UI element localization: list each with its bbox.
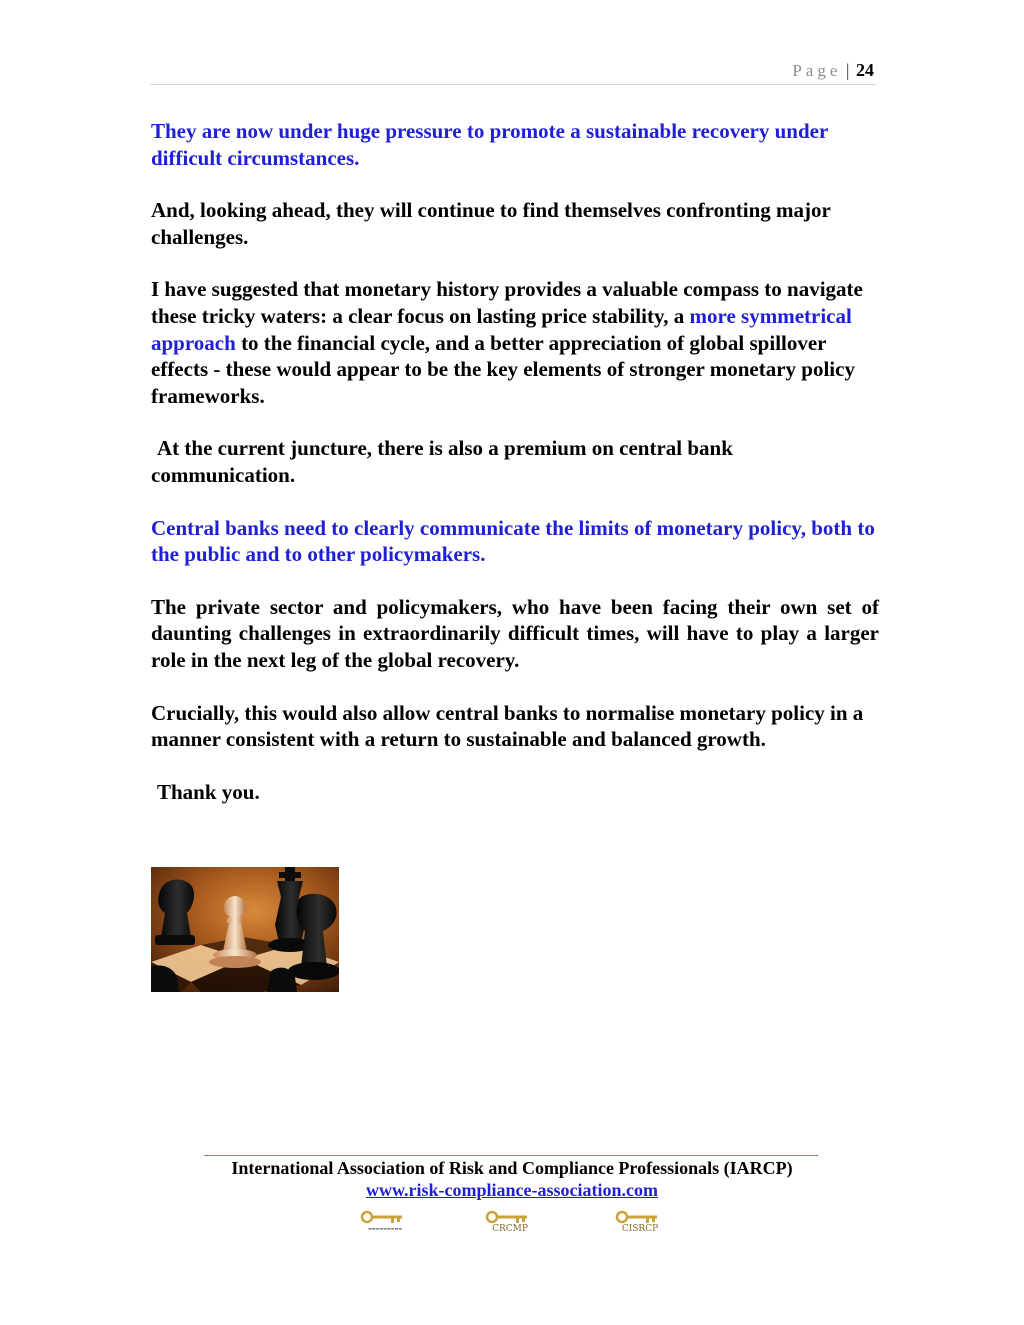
paragraph-text: I have suggested that monetary history provides a valuable compass to navigate these tricky waters: a clear focus on lasting price stability, a <box>151 277 863 328</box>
paragraph-text: to the financial cycle, and a better appreciation of global spillover effects - these would appear to be the key elements of stronger monetary policy frameworks. <box>151 330 855 408</box>
key-logo-icon <box>357 1210 413 1226</box>
highlighted-phrase: more symmetrical approach <box>151 303 852 355</box>
page-word: Page <box>792 61 842 80</box>
footer-divider <box>204 1155 818 1156</box>
logo-caption: CRCMP <box>492 1224 528 1234</box>
page-separator: | <box>845 60 850 80</box>
logo-caption: CISRCP <box>621 1224 659 1234</box>
document-body <box>151 118 879 831</box>
footer-logo-3 <box>612 1210 668 1240</box>
paragraph-thanks: Thank you. <box>157 779 260 804</box>
chess-illustration <box>151 867 339 992</box>
paragraph-limits: Central banks need to clearly communicate the limits of monetary policy, both to the public and to other policymakers. <box>151 515 875 567</box>
paragraph-private-sector: The private sector and policymakers, who have been facing their own set of daunting challenges in extraordinarily difficult times, will have to play a larger role in the next leg of the global recovery. <box>151 594 879 672</box>
website-link[interactable]: www.risk-compliance-association.com <box>366 1180 658 1200</box>
page-number: 24 <box>856 60 874 80</box>
paragraph-normalise: Crucially, this would also allow central banks to normalise monetary policy in a manner consistent with a return to sustainable and balanced growth. <box>151 700 864 752</box>
chess-pieces-image <box>151 867 339 992</box>
footer-organization: International Association of Risk and Compliance Professionals (IARCP) <box>231 1158 793 1178</box>
paragraph-communication: At the current juncture, there is also a premium on central bank communication. <box>151 436 733 487</box>
paragraph-monetary-history <box>151 276 879 409</box>
footer-logo-1 <box>357 1210 413 1240</box>
footer-logo-2 <box>482 1210 538 1240</box>
paragraph-challenges: And, looking ahead, they will continue to find themselves confronting major challenges. <box>151 198 831 249</box>
page-header <box>150 60 876 85</box>
paragraph-pressure: They are now under huge pressure to promote a sustainable recovery under difficult circumstances. <box>151 119 828 170</box>
footer-website <box>0 1180 1024 1201</box>
logo-caption-bar: ▬▬▬▬▬▬▬▬▬ <box>367 1226 402 1231</box>
page-number-label <box>792 60 874 81</box>
